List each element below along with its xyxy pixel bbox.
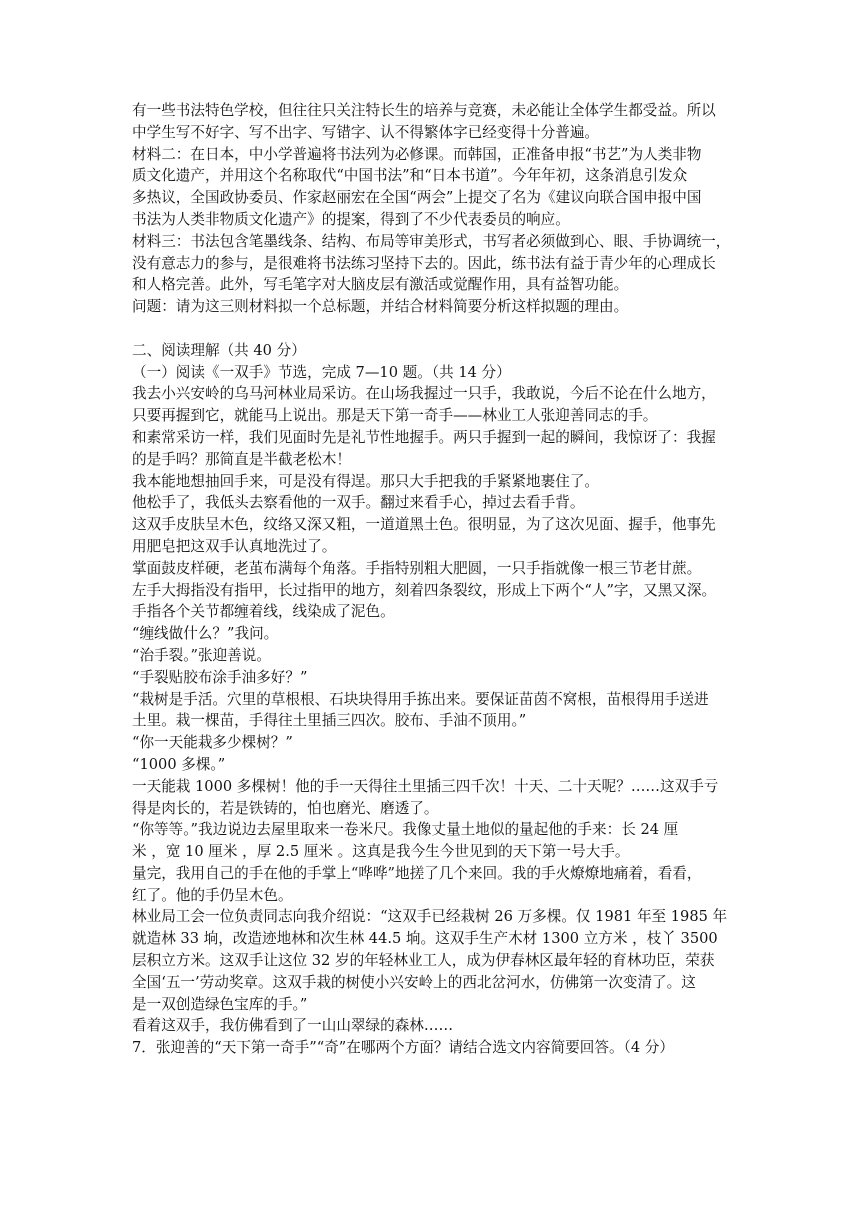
text-line: 全国‘五一’劳动奖章。这双手栽的树使小兴安岭上的西北岔河水，仿佛第一次变清了。这 (132, 973, 696, 991)
text-line: 红了。他的手仍呈木色。 (132, 886, 293, 904)
text-line: 层积立方米。这双手让这位 32 岁的年轻林业工人，成为伊春林区最年轻的育林功臣，荣获 (132, 952, 715, 970)
text-line: “治手裂。”张迎善说。 (132, 646, 271, 664)
text-line: “你等等。”我边说边去屋里取来一卷米尺。我像丈量土地似的量起他的手来：长 24 厘 (132, 821, 679, 839)
text-line: 只要再握到它，就能马上说出。那是天下第一奇手——林业工人张迎善同志的手。 (132, 407, 658, 425)
document-page (132, 100, 732, 1059)
text-line: 多热议，全国政协委员、作家赵丽宏在全国“两会”上提交了名为《建议向联合国申报中国 (132, 189, 702, 207)
text-line: 和人格完善。此外，写毛笔字对大脑皮层有激活或觉醒作用，具有益智功能。 (132, 276, 629, 294)
text-line: 和素常采访一样，我们见面时先是礼节性地握手。两只手握到一起的瞬间，我惊讶了：我握 (132, 428, 716, 446)
text-line: 得是肉长的，若是铁铸的，怕也磨光、磨透了。 (132, 799, 439, 817)
text-line: 书法为人类非物质文化遗产》的提案，得到了不少代表委员的响应。 (132, 210, 570, 228)
text-line: 问题：请为这三则材料拟一个总标题，并结合材料简要分析这样拟题的理由。 (132, 298, 629, 316)
text-line: 土里。栽一棵苗，手得往土里插三四次。胶布、手油不顶用。” (132, 712, 527, 730)
text-line: 用肥皂把这双手认真地洗过了。 (132, 537, 337, 555)
text-line: 没有意志力的参与，是很难将书法练习坚持下去的。因此，练书法有益于青少年的心理成长 (132, 254, 716, 272)
text-line: 7．张迎善的“天下第一奇手”“奇”在哪两个方面？请结合选文内容简要回答。（4 分） (132, 1039, 674, 1057)
text-line: “栽树是手活。穴里的草根根、石块块得用手拣出来。要保证苗茵不窝根，苗根得用手送进 (132, 690, 709, 708)
text-line: 质文化遗产，并用这个名称取代“中国书法”和“日本书道”。今年年初，这条消息引发众 (132, 167, 688, 185)
text-line: 中学生写不好字、写不出字、写错字、认不得繁体字已经变得十分普遍。 (132, 123, 600, 141)
text-line: （一）阅读《一双手》节选，完成 7—10 题。（共 14 分） (132, 363, 511, 381)
text-line: 我本能地想抽回手来，可是没有得逞。那只大手把我的手紧紧地裹住了。 (132, 472, 600, 490)
text-line: “手裂贴胶布涂手油多好？” (132, 668, 308, 686)
text-line: 的是手吗？那简直是半截老松木！ (132, 450, 351, 468)
text-line: 材料三：书法包含笔墨线条、结构、布局等审美形式，书写者必须做到心、眼、手协调统一， (132, 232, 731, 250)
text-line: 手指各个关节都缠着线，线染成了泥色。 (132, 603, 395, 621)
text-line: 看着这双手，我仿佛看到了一山山翠绿的森林…… (132, 1017, 454, 1035)
blank-line (132, 318, 732, 340)
text-line: 左手大拇指没有指甲，长过指甲的地方，刻着四条裂纹，形成上下两个“人”字，又黑又深。 (132, 581, 717, 599)
text-line: 他松手了，我低头去察看他的一双手。翻过来看手心，掉过去看手背。 (132, 494, 585, 512)
text-line: “1000 多棵。” (132, 755, 226, 773)
text-line: 我去小兴安岭的乌马河林业局采访。在山场我握过一只手，我敢说，今后不论在什么地方， (132, 385, 716, 403)
text-line: 掌面鼓皮样硬，老茧布满每个角落。手指特别粗大肥圆，一只手指就像一根三节老甘蔗。 (132, 559, 702, 577)
text-line: 林业局工会一位负责同志向我介绍说：“这双手已经栽树 26 万多棵。仅 1981 年至 1985 年 (132, 908, 728, 926)
text-line: 材料二：在日本，中小学普遍将书法列为必修课。而韩国，正准备申报“书艺”为人类非物 (132, 145, 702, 163)
text-line: 有一些书法特色学校，但往往只关注特长生的培养与竞赛，未必能让全体学生都受益。所以 (132, 102, 716, 119)
text-line: 米 ，宽 10 厘米 ，厚 2.5 厘米 。这真是我今生今世见到的天下第一号大手。 (132, 843, 630, 861)
text-line: 量完，我用自己的手在他的手掌上“哗哗”地搓了几个来回。我的手火燎燎地痛着，看看， (132, 864, 702, 882)
text-line: “缠线做什么？”我问。 (132, 625, 279, 643)
text-line: “你一天能栽多少棵树？” (132, 734, 293, 752)
text-line: 一天能栽 1000 多棵树！他的手一天得往土里插三四千次！十天、二十天呢？……这双手亏 (132, 777, 719, 795)
text-line: 是一双创造绿色宝库的手。” (132, 995, 308, 1013)
text-line: 二、阅读理解（共 40 分） (132, 341, 306, 359)
text-line: 就造林 33 垧，改造迹地林和次生林 44.5 垧。这双手生产木材 1300 立方米 ，枝丫 3500 (132, 930, 718, 948)
text-line: 这双手皮肤呈木色，纹络又深又粗，一道道黑土色。很明显，为了这次见面、握手，他事先 (132, 516, 716, 534)
